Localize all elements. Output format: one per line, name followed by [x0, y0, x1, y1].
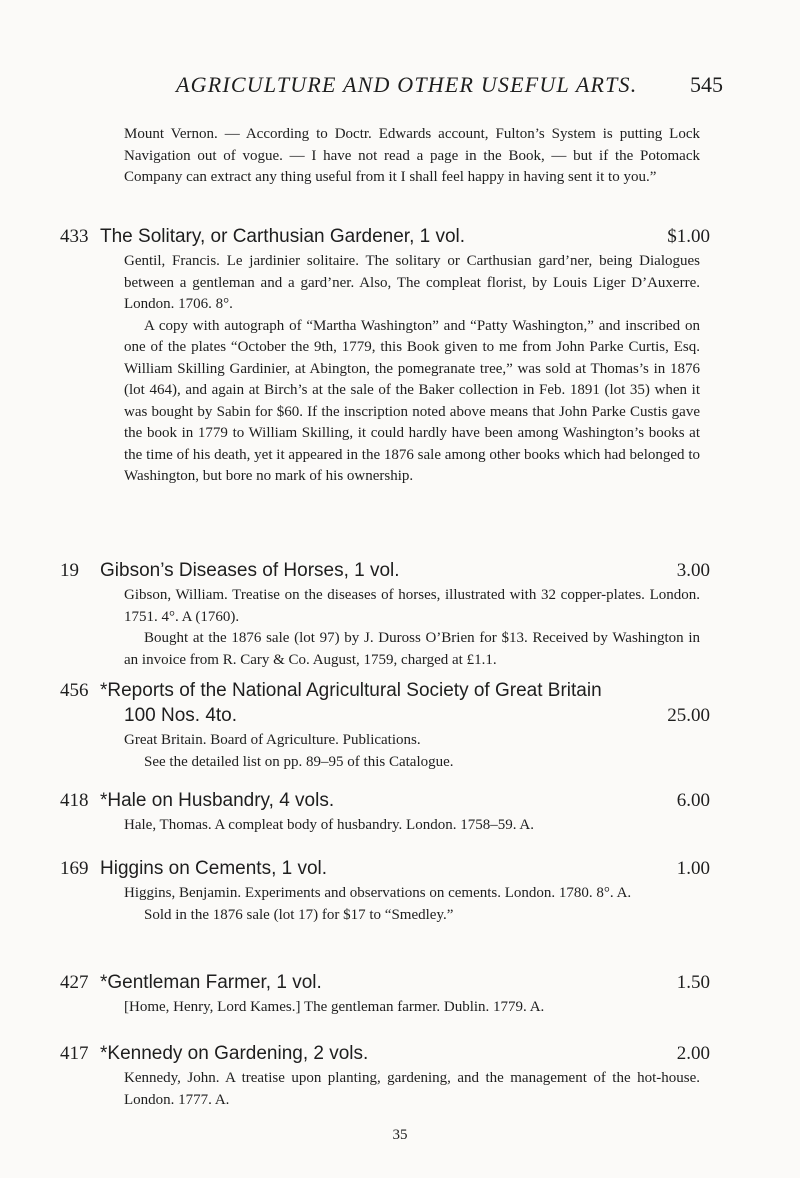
- entry-note: Bought at the 1876 sale (lot 97) by J. Duross O’Brien for $13. Received by Washington in an invoice from R. Cary & Co. August, 1759, charged at £1.1.: [124, 630, 700, 668]
- entry-number: 417: [60, 1043, 89, 1064]
- entry-note: See the detailed list on pp. 89–95 of this Catalogue.: [144, 753, 454, 770]
- entry-title: Higgins on Cements, 1 vol.: [100, 858, 328, 879]
- signature-mark: 35: [392, 1127, 408, 1143]
- entry-note: Sold in the 1876 sale (lot 17) for $17 to “Smedley.”: [144, 906, 454, 923]
- entry-citation: Gentil, Francis. Le jardinier solitaire. The solitary or Carthusian gard’ner, being Dialogues between a gentleman and a gard’ner. Also, The compleat florist, by Louis Liger D’Auxerre. London. 1706. 8°.: [124, 253, 700, 312]
- entry-title: The Solitary, or Carthusian Gardener, 1 vol.: [100, 226, 466, 247]
- entry-citation: [Home, Henry, Lord Kames.] The gentleman farmer. Dublin. 1779. A.: [124, 999, 545, 1015]
- entry-price: 3.00: [676, 560, 710, 581]
- page-header: [0, 72, 800, 102]
- intro-paragraph: Mount Vernon. — According to Doctr. Edwards account, Fulton’s System is putting Lock Navigation out of vogue. — I have not read a page in the Book, — but if the Potomack Company can extract any thing useful from it I shall feel happy in having sent it to you.”: [124, 126, 700, 185]
- entry-title-continued: 100 Nos. 4to.: [124, 705, 238, 726]
- entry-number: 433: [60, 226, 89, 247]
- entry-price: 2.00: [676, 1043, 710, 1064]
- entry-citation: Great Britain. Board of Agriculture. Publications.: [124, 732, 421, 748]
- entry-title: *Gentleman Farmer, 1 vol.: [100, 972, 322, 993]
- entry-body: [124, 883, 700, 926]
- entry-citation: Kennedy, John. A treatise upon planting, gardening, and the management of the hot-house. London. 1777. A.: [124, 1070, 700, 1108]
- entry-number: 456: [60, 680, 89, 701]
- entry-price: 1.50: [676, 972, 710, 993]
- entry-title: Gibson’s Diseases of Horses, 1 vol.: [100, 560, 400, 581]
- running-head: AGRICULTURE AND OTHER USEFUL ARTS.: [176, 72, 638, 97]
- entry-citation: Higgins, Benjamin. Experiments and observations on cements. London. 1780. 8°. A.: [124, 885, 632, 901]
- entry-title: *Reports of the National Agricultural Society of Great Britain: [100, 680, 602, 701]
- entry-number: 427: [60, 972, 89, 993]
- page-number: 545: [690, 72, 723, 97]
- entry-body: [124, 585, 700, 671]
- entry-price: 25.00: [667, 705, 710, 726]
- entry-citation: Hale, Thomas. A compleat body of husbandry. London. 1758–59. A.: [124, 817, 534, 833]
- entry-body: [124, 251, 700, 488]
- entry-body: [124, 815, 700, 837]
- entry-number: 19: [60, 560, 79, 581]
- entry-price: 6.00: [676, 790, 710, 811]
- entry-body: [124, 997, 700, 1019]
- entry-body: [124, 1068, 700, 1111]
- entry-body: [124, 730, 700, 773]
- entry-note: A copy with autograph of “Martha Washington” and “Patty Washington,” and inscribed on one of the plates “October the 9th, 1779, this Book given to me from John Parke Curtis, Esq. William Skilling Gardinier, at Abington, the pomegranate tree,” was sold at Thomas’s in 1876 (lot 464), and again at Birch’s at the sale of the Baker collection in Feb. 1891 (lot 35) when it was bought by Sabin for $60. If the inscription noted above means that John Parke Custis gave the book in 1779 to William Skilling, it could hardly have been among Washington’s books at the time of his death, yet it appeared in the 1876 sale among other books which had belonged to Washington, but bore no mark of his ownership.: [124, 317, 700, 484]
- entry-title: *Hale on Husbandry, 4 vols.: [100, 790, 335, 811]
- entry-citation: Gibson, William. Treatise on the diseases of horses, illustrated with 32 copper-plates. London. 1751. 4°. A (1760).: [124, 587, 700, 625]
- entry-price: $1.00: [667, 226, 710, 247]
- entry-price: 1.00: [676, 858, 710, 879]
- entry-number: 169: [60, 858, 89, 879]
- entry-number: 418: [60, 790, 89, 811]
- entry-title: *Kennedy on Gardening, 2 vols.: [100, 1043, 369, 1064]
